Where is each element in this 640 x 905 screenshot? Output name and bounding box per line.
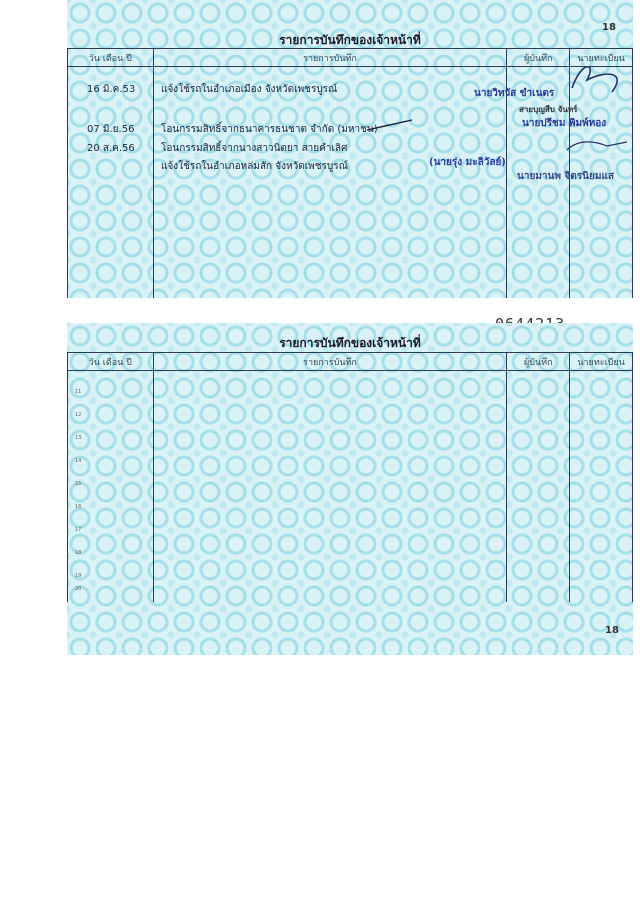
signature-stamp: นายมานพ จิตรนิยมแส	[517, 171, 614, 182]
row-number: 20	[75, 586, 82, 592]
row-number: 19	[75, 573, 82, 579]
row-number: 12	[75, 412, 82, 418]
row-number: 11	[75, 389, 82, 395]
row-number: 16	[75, 504, 82, 510]
records-table	[67, 352, 633, 602]
signature-scribble	[67, 0, 633, 298]
header-recorder: ผู้บันทึก	[507, 353, 570, 371]
row-number: 17	[75, 527, 82, 533]
section-title: รายการบันทึกของเจ้าหน้าที่	[279, 33, 421, 47]
entry-text: โอนกรรมสิทธิ์จากธนาคารธนชาต จำกัด (มหาชน)	[161, 124, 378, 135]
entry-text: โอนกรรมสิทธิ์จากนางสาวนิตยา สายคำเลิศ	[161, 143, 348, 154]
record-sheet-top	[67, 0, 633, 298]
record-sheet-bottom	[67, 323, 633, 655]
row-number: 14	[75, 458, 82, 464]
signature-stamp: นายปรีชม พิมพ์ทอง	[522, 118, 607, 129]
page-number: 18	[605, 625, 619, 636]
header-record: รายการบันทึก	[153, 353, 507, 371]
row-number: 13	[75, 435, 82, 441]
page-number: 18	[602, 22, 616, 33]
signature-stamp: นายวิทวัส ขำเนตร	[474, 88, 555, 99]
row-number: 18	[75, 550, 82, 556]
signature-stamp: สายบุญสืบ จันทร์	[519, 105, 578, 114]
header-registrar: นายทะเบียน	[570, 353, 633, 371]
header-recorder: ผู้บันทึก	[507, 49, 570, 67]
header-date: วัน เดือน ปี	[68, 353, 154, 371]
header-record: รายการบันทึก	[153, 49, 507, 67]
entry-text: แจ้งใช้รถในอำเภอเมือง จังหวัดเพชรบูรณ์	[161, 84, 338, 95]
entry-date: 07 มิ.ย.56	[87, 124, 135, 135]
header-date: วัน เดือน ปี	[68, 49, 154, 67]
entry-text: แจ้งใช้รถในอำเภอหล่มสัก จังหวัดเพชรบูรณ์	[161, 161, 348, 172]
section-title: รายการบันทึกของเจ้าหน้าที่	[279, 336, 421, 350]
entry-date: 20 ส.ค.56	[87, 143, 135, 154]
entry-date: 16 มิ.ค.53	[87, 84, 136, 95]
signature-stamp: (นายรุ่ง มะลิวัลย์)	[429, 157, 506, 168]
header-registrar: นายทะเบียน	[570, 49, 633, 67]
row-number: 15	[75, 481, 82, 487]
